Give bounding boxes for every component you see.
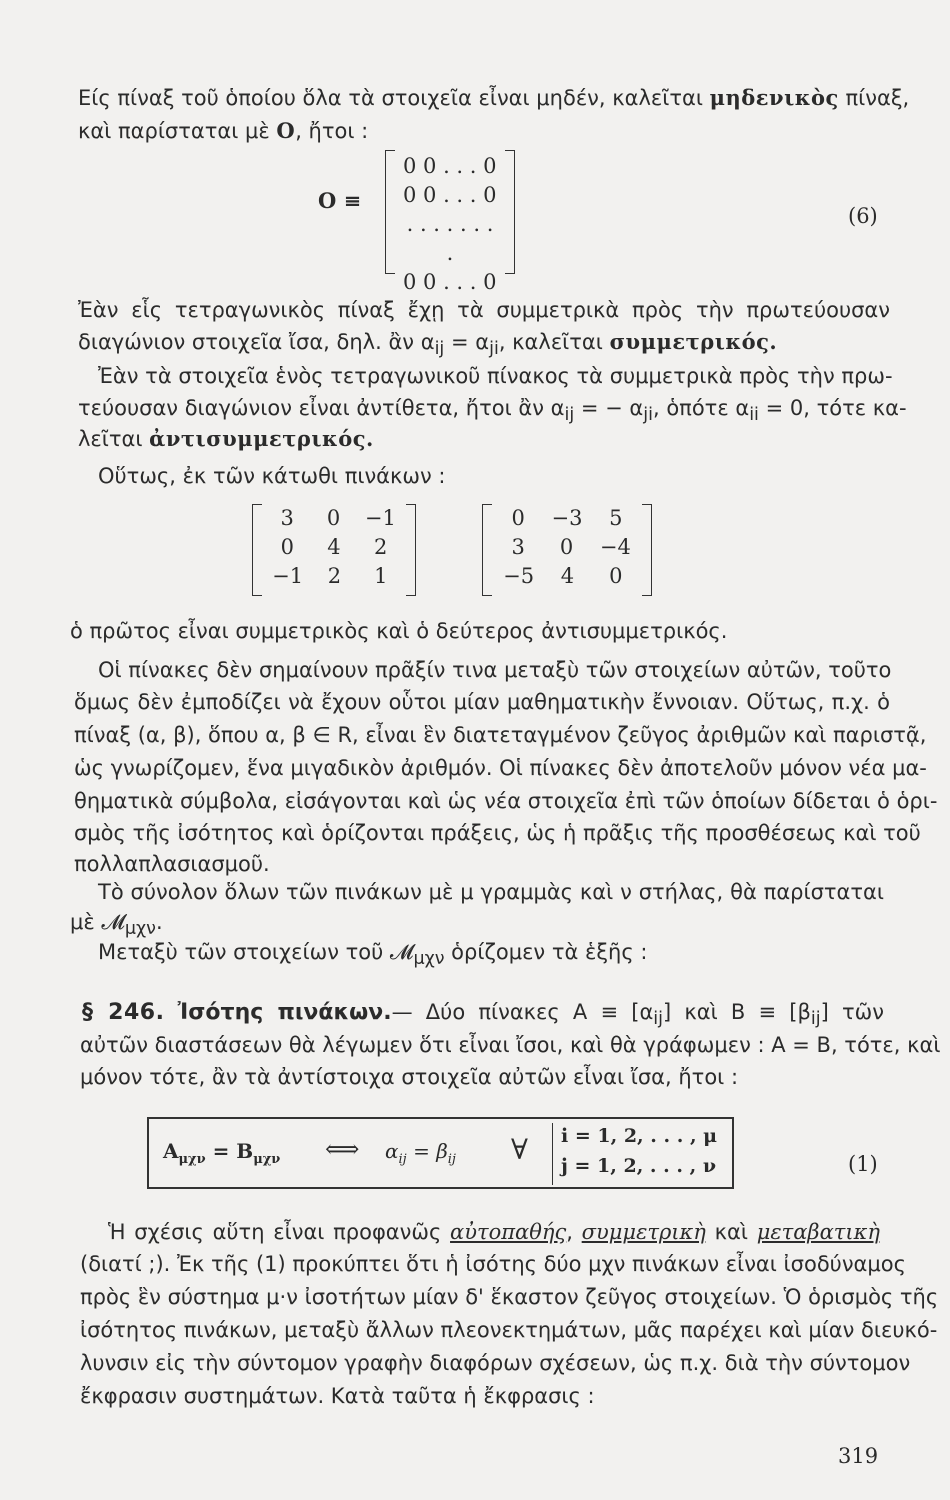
text-line: Τὸ σύνολον ὅλων τῶν πινάκων μὲ μ γραμμὰς καὶ ν στήλας, θὰ παρίσταται (98, 880, 884, 904)
equation-number: (6) (848, 204, 878, 228)
text-line: μὲ 𝓜$_{\mu\chi\nu}$. (70, 910, 163, 940)
equivalence-arrow: ⟺ (325, 1135, 360, 1163)
text-line: ἰσότητος πινάκων, μεταξὺ ἄλλων πλεονεκτημάτων, μᾶς παρέχει καὶ μίαν διευκό- (80, 1318, 938, 1342)
text-line: πρὸς ἓν σύστημα μ·ν ἰσοτήτων μίαν δ' ἕκαστον ζεῦγος στοιχείων. Ὁ ὁρισμὸς τῆς (80, 1285, 939, 1309)
text-line: λεῖται ἀντισυμμετρικός. (78, 426, 374, 451)
text-line: Είς πίναξ τοῦ ὁποίου ὅλα τὰ στοιχεῖα εἶναι μηδέν, καλεῖται μηδενικὸς πίναξ, (78, 85, 910, 110)
text-line: ὁ πρῶτος εἶναι συμμετρικὸς καὶ ὁ δεύτερος ἀντισυμμετρικός. (70, 619, 728, 643)
text-line: μόνον τότε, ἂν τὰ ἀντίστοιχα στοιχεῖα αὐτῶν εἶναι ἴσα, ἤτοι : (80, 1065, 739, 1089)
zero-matrix: 0 0 . . . 0 0 0 . . . 0 . . . . . . . . 0 0 . . . 0 (385, 150, 515, 274)
text-line: ἔκφρασιν συστημάτων. Κατὰ ταῦτα ἡ ἔκφρασις : (80, 1384, 595, 1408)
text-line: Ἡ σχέσις αὕτη εἶναι προφανῶς αὐτοπαθής, συμμετρικὴ καὶ μεταβατικὴ (108, 1220, 880, 1244)
text-line: τεύουσαν διαγώνιον εἶναι ἀντίθετα, ἤτοι ἂν $\alpha_{ij}$ = − $\alpha_{ji}$, ὁπότε $\alpha_{ii} = 0$, τότε κα- (78, 396, 907, 426)
equation-number: (1) (848, 1152, 878, 1176)
text-line: Ἐὰν εἷς τετραγωνικὸς πίναξ ἔχῃ τὰ συμμετρικὰ πρὸς τὴν πρωτεύουσαν (78, 298, 890, 322)
text-line: αὐτῶν διαστάσεων θὰ λέγωμεν ὅτι εἶναι ἴσοι, καὶ θὰ γράφωμεν : A = B, τότε, καὶ (80, 1033, 941, 1057)
text-line: Οἱ πίνακες δὲν σημαίνουν πρᾶξίν τινα μεταξὺ τῶν στοιχείων αὐτῶν, τοῦτο (98, 658, 892, 682)
text-line: πίναξ (α, β), ὅπου α, β ∈ R, εἶναι ἓν διατεταγμένον ζεῦγος ἀριθμῶν καὶ παριστᾷ, (74, 723, 927, 747)
text-line: καὶ παρίσταται μὲ O, ἤτοι : (78, 118, 369, 143)
text-line: σμὸς τῆς ἰσότητος καὶ ὁρίζονται πράξεις, ὡς ἡ πρᾶξις τῆς προσθέσεως καὶ τοῦ (74, 821, 921, 845)
bold-term: μηδενικὸς (709, 85, 839, 110)
section-heading-line: § 246. Ἰσότης πινάκων.— Δύο πίνακες $A \equiv [\alpha_{ij}]$ καὶ $B \equiv [\beta_{ij}]$ τῶν (82, 1000, 884, 1030)
bold-term: συμμετρικός. (609, 329, 778, 354)
text-line: Ἐὰν τὰ στοιχεῖα ἑνὸς τετραγωνικοῦ πίνακος τὰ συμμετρικὰ πρὸς τὴν πρω- (98, 364, 893, 388)
text-line: θηματικὰ σύμβολα, εἰσάγονται καὶ ὡς νέα στοιχεῖα ἐπὶ τῶν ὁποίων δίδεται ὁ ὁρι- (74, 789, 938, 813)
symmetric-matrix: 3 0 −1 0 4 2 −1 2 1 (252, 504, 416, 596)
text-line: λυνσιν εἰς τὴν σύντομον γραφὴν διαφόρων σχέσεων, ὡς π.χ. διὰ τὴν σύντομον (80, 1351, 911, 1375)
zero-matrix-label: O ≡ (318, 188, 362, 213)
text-line: ὅμως δὲν ἐμποδίζει νὰ ἔχουν οὗτοι μίαν μαθηματικὴν ἔννοιαν. Οὕτως, π.χ. ὁ (74, 690, 890, 714)
text-line: (διατί ;). Ἐκ τῆς (1) προκύπτει ὅτι ἡ ἰσότης δύο μχν πινάκων εἶναι ἰσοδύναμος (80, 1252, 906, 1276)
page-number: 319 (838, 1444, 879, 1468)
text-line: Οὕτως, ἐκ τῶν κάτωθι πινάκων : (98, 464, 446, 488)
section-title: Ἰσότης πινάκων. (177, 1000, 392, 1025)
bold-term: ἀντισυμμετρικός. (149, 426, 374, 451)
text-line: ὡς γνωρίζομεν, ἕνα μιγαδικὸν ἀριθμόν. Οἱ πίνακες δὲν ἀποτελοῦν μόνον νέα μα- (74, 756, 927, 780)
text-line: διαγώνιον στοιχεῖα ἴσα, δηλ. ἂν $\alpha_{ij} = \alpha_{ji}$, καλεῖται συμμετρικός. (78, 329, 778, 360)
forall-symbol: ∀ (511, 1133, 528, 1166)
boxed-equation: $A_{\mu\chi\nu} = B_{\mu\chi\nu}$ ⟺ $\alpha_{ij} = \beta_{ij}$ ∀ i = 1, 2, . . . , μ j = 1, 2, . . . , ν (147, 1117, 734, 1189)
section-number: § 246. (82, 1000, 165, 1025)
text-line: Μεταξὺ τῶν στοιχείων τοῦ 𝓜$_{\mu\chi\nu}$ ὁρίζομεν τὰ ἑξῆς : (98, 940, 648, 970)
antisymmetric-matrix: 0 −3 5 3 0 −4 −5 4 0 (482, 504, 652, 596)
text-line: πολλαπλασιασμοῦ. (74, 852, 270, 876)
